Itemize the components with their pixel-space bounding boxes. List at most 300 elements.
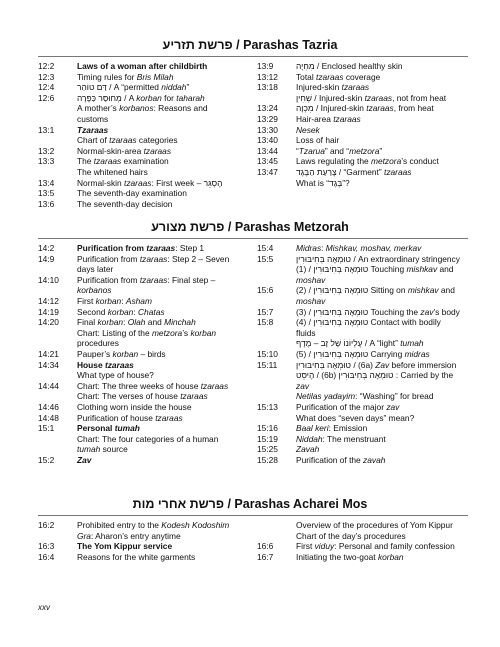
text-run: Clothing worn inside the house xyxy=(77,401,192,412)
entry-text xyxy=(77,423,237,434)
entry-text xyxy=(296,61,462,72)
index-entry xyxy=(38,413,237,424)
text-run: The seventh-day decision xyxy=(77,198,173,209)
index-entry xyxy=(257,82,462,93)
index-entry xyxy=(38,146,237,157)
entry-text xyxy=(77,275,237,296)
index-entry xyxy=(257,360,462,371)
text-run: What does “seven days” mean? xyxy=(296,412,415,423)
entry-text xyxy=(296,146,462,157)
text-run: Kodesh Kodoshim xyxy=(161,520,230,530)
text-run: Niddah xyxy=(296,433,323,444)
text-run: tzaraas xyxy=(155,412,183,423)
left-column xyxy=(38,61,237,209)
text-run: coverage xyxy=(343,71,381,82)
index-entry xyxy=(257,541,462,552)
text-run: Nesek xyxy=(296,124,320,135)
index-entry xyxy=(38,93,237,104)
entry-text xyxy=(296,103,462,114)
text-run: Chart of xyxy=(77,135,110,146)
text-run: מִחְיָה / Enclosed healthy skin xyxy=(296,61,403,71)
index-entry xyxy=(38,455,237,466)
text-run: and xyxy=(438,285,455,296)
verse-ref: 14:34 xyxy=(38,359,59,370)
index-entry xyxy=(257,156,462,167)
index-entry xyxy=(257,264,462,285)
index-entry xyxy=(38,434,237,455)
text-run: טוּמְאָה בְּחִיבּוּרִין / (1) Touching xyxy=(296,264,407,275)
text-run: tzaraas xyxy=(93,156,122,167)
entry-text xyxy=(77,254,237,275)
text-run: and xyxy=(145,317,165,328)
text-run: “ xyxy=(296,145,299,156)
entry-text xyxy=(296,349,462,360)
index-entry xyxy=(38,349,237,360)
text-run: korbanos xyxy=(119,103,154,114)
index-entry xyxy=(257,317,462,338)
entry-text xyxy=(77,167,237,178)
index-entry xyxy=(38,103,237,124)
text-run: הֶיסֵּט / (6b) טוּמְאָה בְּחִיבּוּרִין : Carried by the xyxy=(296,370,454,381)
text-run: tzaraas xyxy=(316,71,344,82)
index-entry xyxy=(38,199,237,210)
entry-text xyxy=(77,317,237,328)
entry-text xyxy=(296,338,462,349)
text-run: : Aharon’s entry anytime xyxy=(90,530,181,541)
verse-ref: 13:2 xyxy=(38,145,55,156)
verse-ref: 13:29 xyxy=(257,113,278,124)
index-entry xyxy=(38,243,237,254)
text-run: tzaraas xyxy=(200,380,229,391)
section-title: פרשת אחרי מות / Parashas Acharei Mos xyxy=(132,497,368,511)
text-run: Normal-skin-area xyxy=(77,145,144,156)
index-entry xyxy=(38,423,237,434)
text-run: : Final step – xyxy=(167,274,216,285)
text-run: Laws of a woman after childbirth xyxy=(77,61,208,71)
entry-text xyxy=(77,349,237,360)
text-run: mishkav xyxy=(407,285,439,296)
text-run: tzaraas xyxy=(109,135,137,146)
verse-ref: 13:45 xyxy=(257,156,278,167)
verse-ref: 12:2 xyxy=(38,61,55,71)
text-run: Chart: The verses of house xyxy=(77,391,181,402)
text-run: Purification from xyxy=(77,253,140,264)
text-run: The Yom Kippur service xyxy=(77,541,173,552)
text-run: niddah xyxy=(161,82,187,93)
entry-text xyxy=(77,520,237,531)
text-run: מִכְוָה / Injured-skin xyxy=(296,103,367,114)
text-run: metzora xyxy=(151,327,183,338)
text-run: , from heat xyxy=(393,103,434,114)
verse-ref: 13:12 xyxy=(257,71,278,82)
entry-text xyxy=(77,72,237,83)
verse-ref: 14:9 xyxy=(38,253,55,264)
entry-text xyxy=(77,307,237,318)
text-run: categories xyxy=(136,135,178,146)
entry-text xyxy=(77,434,237,455)
entry-text xyxy=(296,402,462,413)
verse-ref: 13:3 xyxy=(38,156,55,167)
text-run: Initiating the two-goat xyxy=(296,551,378,562)
text-run: zavah xyxy=(363,454,386,465)
text-run: metzora xyxy=(370,156,402,167)
verse-ref: 15:6 xyxy=(257,285,274,296)
index-entry xyxy=(38,520,237,531)
index-entry xyxy=(38,135,237,146)
text-run: Total xyxy=(296,71,317,82)
right-column xyxy=(257,520,462,562)
text-run: טוּמְאָה בְּחִיבּוּרִין / (2) Sitting on xyxy=(296,285,408,296)
index-entry xyxy=(257,413,462,424)
text-run: source xyxy=(100,444,128,455)
text-run: First xyxy=(77,295,96,306)
text-run: טוּמְאָה בְּחִיבּוּרִין / (4) Contact with bodily fluids xyxy=(296,317,441,338)
text-run: מְחוּסַּר כַּפָּרָה / A xyxy=(77,92,137,103)
index-entry xyxy=(38,125,237,136)
text-run: Minchah xyxy=(164,317,196,328)
index-entry xyxy=(257,531,462,542)
text-run: tzaraas xyxy=(333,113,361,124)
text-run: Purification from xyxy=(77,243,147,253)
verse-ref: 14:20 xyxy=(38,317,59,328)
text-run: : xyxy=(321,243,326,253)
verse-ref: 13:1 xyxy=(38,124,55,135)
entry-text xyxy=(296,444,462,455)
entry-text xyxy=(77,125,237,136)
text-run: Overview of the procedures of Yom Kippur xyxy=(296,520,453,530)
index-entry xyxy=(257,455,462,466)
text-run: Chart of the day’s procedures xyxy=(296,530,406,541)
entry-text xyxy=(296,531,462,542)
verse-ref: 13:5 xyxy=(38,188,55,199)
text-run: : xyxy=(133,306,138,317)
verse-ref: 15:1 xyxy=(38,423,55,434)
text-run: Mishkav, moshav, merkav xyxy=(325,243,422,253)
text-run: tzaraas xyxy=(366,103,394,114)
text-run: : Step 2 – Seven days later xyxy=(77,253,230,275)
entry-text xyxy=(296,307,462,318)
verse-ref: 15:28 xyxy=(257,454,278,465)
text-run: tzaraas xyxy=(124,177,152,188)
entry-text xyxy=(296,114,462,125)
section-title: פרשת מצורע / Parashas Metzorah xyxy=(151,220,349,234)
index-entry xyxy=(38,275,237,296)
verse-ref: 15:5 xyxy=(257,253,274,264)
verse-ref: 16:3 xyxy=(38,541,55,552)
index-entry xyxy=(38,188,237,199)
text-run: ’s body xyxy=(433,306,460,317)
text-run: and xyxy=(437,264,454,275)
verse-ref: 13:44 xyxy=(257,145,278,156)
text-run: A mother’s xyxy=(77,103,120,114)
entry-text xyxy=(296,243,462,254)
text-run: zav xyxy=(296,380,310,391)
text-run: moshav xyxy=(296,295,326,306)
text-run: : “Washing” for bread xyxy=(355,391,434,402)
index-entry xyxy=(38,72,237,83)
text-run: Chart: The three weeks of house xyxy=(77,380,201,391)
text-run: טוּמְאָה בְּחִיבּוּרִין / (6a) xyxy=(296,359,376,370)
text-run: Personal xyxy=(77,423,115,434)
index-entry xyxy=(257,444,462,455)
verse-ref: 13:4 xyxy=(38,177,55,188)
text-run: ’s xyxy=(182,327,191,338)
text-run: דַּם טוֹהַר / A “permitted xyxy=(77,82,162,93)
text-run: ” xyxy=(379,145,383,156)
index-entry xyxy=(38,402,237,413)
text-run: Chatas xyxy=(138,306,165,317)
text-run: : Personal and family confession xyxy=(334,541,455,552)
text-run: taharah xyxy=(176,92,205,103)
entry-text xyxy=(296,264,462,285)
index-entry xyxy=(257,178,462,189)
index-entry xyxy=(257,254,462,265)
entry-text xyxy=(296,167,462,178)
entry-text xyxy=(77,188,237,199)
text-run: – birds xyxy=(138,348,166,359)
text-run: House xyxy=(77,359,105,370)
verse-ref: 13:9 xyxy=(257,61,274,71)
text-run: tzaraas xyxy=(104,359,134,370)
index-entry xyxy=(257,167,462,178)
text-run: ” and “ xyxy=(324,145,350,156)
entry-text xyxy=(77,146,237,157)
text-run: Reasons for the white garments xyxy=(77,551,196,562)
entry-text xyxy=(77,541,237,552)
text-run: korban xyxy=(377,551,404,562)
text-run: moshav xyxy=(296,274,326,285)
index-entry xyxy=(38,370,237,381)
verse-ref: 13:24 xyxy=(257,103,278,114)
verse-ref: 16:6 xyxy=(257,541,274,552)
text-run: for xyxy=(161,92,177,103)
text-run: Pauper’s xyxy=(77,348,113,359)
index-entry xyxy=(257,349,462,360)
text-run: Purification of house xyxy=(77,412,156,423)
index-entry xyxy=(38,178,237,189)
entry-text xyxy=(77,391,237,402)
text-run: korban xyxy=(107,306,134,317)
verse-ref: 15:10 xyxy=(257,348,278,359)
index-entry xyxy=(38,381,237,392)
index-entry xyxy=(257,391,462,402)
index-entry xyxy=(257,402,462,413)
verse-ref: 12:4 xyxy=(38,82,55,93)
text-run: midras xyxy=(404,348,430,359)
text-run: ” xyxy=(186,82,190,93)
text-run: : Step 1 xyxy=(175,243,205,253)
right-column xyxy=(257,61,462,188)
entry-text xyxy=(296,317,462,338)
text-run: tzaraas xyxy=(341,82,370,93)
verse-ref: 13:40 xyxy=(257,135,278,146)
text-run: First xyxy=(296,541,315,552)
entry-text xyxy=(77,135,237,146)
text-run: Purification from xyxy=(77,274,140,285)
verse-ref: 12:3 xyxy=(38,71,55,82)
index-entry xyxy=(257,338,462,349)
index-entry xyxy=(38,167,237,178)
index-entry xyxy=(38,391,237,402)
text-run: טוּמְאָה בְּחִיבּוּרִין / An extraordinary stringency xyxy=(296,253,460,264)
index-entry xyxy=(38,360,237,371)
index-entry xyxy=(38,531,237,542)
index-entry xyxy=(38,307,237,318)
text-run: Chart: Listing of the xyxy=(77,327,152,338)
text-run: Prohibited entry to the xyxy=(77,520,162,530)
index-entry xyxy=(257,146,462,157)
entry-text xyxy=(296,370,462,391)
left-column xyxy=(38,243,237,465)
entry-text xyxy=(77,328,237,349)
text-run: Asham xyxy=(125,295,152,306)
verse-ref: 14:46 xyxy=(38,401,59,412)
verse-ref: 14:48 xyxy=(38,412,59,423)
text-run: Final xyxy=(77,317,98,328)
text-run: The xyxy=(77,156,94,167)
entry-text xyxy=(296,254,462,265)
text-run: Tzarua xyxy=(298,145,325,156)
verse-ref: 13:47 xyxy=(257,166,278,177)
text-run: טוּמְאָה בְּחִיבּוּרִין / (5) Carrying xyxy=(296,348,405,359)
text-run: : xyxy=(121,295,126,306)
verse-ref: 14:12 xyxy=(38,295,59,306)
entry-text xyxy=(296,72,462,83)
index-entry xyxy=(257,307,462,318)
text-run: Normal-skin xyxy=(77,177,124,188)
entry-text xyxy=(77,93,237,104)
verse-ref: 14:19 xyxy=(38,306,59,317)
text-run: : The menstruant xyxy=(322,433,386,444)
text-run: Zav xyxy=(77,454,92,465)
entry-text xyxy=(77,156,237,167)
index-entry xyxy=(257,370,462,391)
entry-text xyxy=(77,402,237,413)
text-run: : xyxy=(123,317,128,328)
entry-text xyxy=(296,455,462,466)
text-run: צָרַעַת הַבֶּגֶד / “Garment” xyxy=(296,166,384,177)
text-run: עֶלְיוֹנוֹ שֶׁל זָב – מֶדָף / A “light” xyxy=(296,338,401,349)
index-entry xyxy=(257,61,462,72)
text-run: procedures xyxy=(77,338,119,349)
text-run: tzaraas xyxy=(143,145,172,156)
entry-text xyxy=(77,552,237,563)
verse-ref: 14:10 xyxy=(38,274,59,285)
text-run: Baal keri xyxy=(296,423,329,434)
entry-text xyxy=(296,423,462,434)
verse-ref: 13:6 xyxy=(38,198,55,209)
verse-ref: 16:7 xyxy=(257,551,274,562)
text-run: tzaraas xyxy=(364,92,393,103)
text-run: korban xyxy=(136,92,162,103)
verse-ref: 13:18 xyxy=(257,82,278,93)
text-run: examination xyxy=(121,156,169,167)
text-run: ’s conduct xyxy=(401,156,439,167)
text-run: korbanos xyxy=(77,285,112,296)
verse-ref: 13:30 xyxy=(257,124,278,135)
entry-text xyxy=(296,135,462,146)
verse-ref: 15:2 xyxy=(38,454,55,465)
entry-text xyxy=(296,82,462,93)
entry-text xyxy=(77,199,237,210)
text-run: before immersion xyxy=(389,359,457,370)
section-divider xyxy=(38,56,468,57)
verse-ref: 15:4 xyxy=(257,243,274,253)
text-run: Olah xyxy=(127,317,146,328)
text-run: טוּמְאָה בְּחִיבּוּרִין / (3) Touching the xyxy=(296,306,421,317)
index-entry xyxy=(257,125,462,136)
text-run: mishkav xyxy=(406,264,438,275)
text-run: Injured-skin xyxy=(296,82,342,93)
text-run: Chart: The four categories of a human xyxy=(77,433,219,444)
verse-ref: 15:13 xyxy=(257,401,278,412)
text-run: , not from heat xyxy=(392,92,447,103)
text-run: tzaraas xyxy=(180,391,208,402)
left-column xyxy=(38,520,237,562)
entry-text xyxy=(77,296,237,307)
index-entry xyxy=(257,423,462,434)
text-run: Bris Milah xyxy=(136,71,174,82)
text-run: Netilas yadayim xyxy=(296,391,356,402)
entry-text xyxy=(296,391,462,402)
index-entry xyxy=(257,114,462,125)
entry-text xyxy=(296,434,462,445)
section-divider xyxy=(38,515,468,516)
text-run: tzaraas xyxy=(146,243,176,253)
index-entry xyxy=(257,243,462,254)
entry-text xyxy=(77,103,237,124)
index-entry xyxy=(38,552,237,563)
index-entry xyxy=(257,103,462,114)
entry-text xyxy=(77,381,237,392)
verse-ref: 15:7 xyxy=(257,306,274,317)
entry-text xyxy=(296,93,462,104)
verse-ref: 16:2 xyxy=(38,520,55,530)
text-run: שְׁחִין / Injured-skin xyxy=(296,92,365,103)
verse-ref: 14:44 xyxy=(38,380,59,391)
entry-text xyxy=(77,82,237,93)
section-divider xyxy=(38,238,468,239)
entry-text xyxy=(296,520,462,531)
verse-ref: 14:21 xyxy=(38,348,59,359)
entry-text xyxy=(77,455,237,466)
verse-ref: 14:2 xyxy=(38,243,55,253)
verse-ref: 15:8 xyxy=(257,317,274,328)
text-run: Midras xyxy=(296,243,322,253)
index-entry xyxy=(257,552,462,563)
right-column xyxy=(257,243,462,465)
index-entry xyxy=(38,328,237,349)
text-run: zav xyxy=(420,306,434,317)
text-run: Second xyxy=(77,306,108,317)
entry-text xyxy=(296,552,462,563)
index-entry xyxy=(38,82,237,93)
text-run: Purification of the major xyxy=(296,401,387,412)
entry-text xyxy=(296,541,462,552)
text-run: Loss of hair xyxy=(296,135,340,146)
entry-text xyxy=(296,125,462,136)
text-run: The whitened hairs xyxy=(77,166,148,177)
index-entry xyxy=(257,520,462,531)
text-run: tzaraas xyxy=(139,274,168,285)
entry-text xyxy=(77,413,237,424)
text-run: tumah xyxy=(77,444,101,455)
entry-text xyxy=(296,360,462,371)
text-run: tumah xyxy=(400,338,424,349)
text-run: Hair-area xyxy=(296,113,334,124)
text-run: What is “בֶּגֶד”? xyxy=(296,177,350,188)
text-run: korban xyxy=(97,317,124,328)
